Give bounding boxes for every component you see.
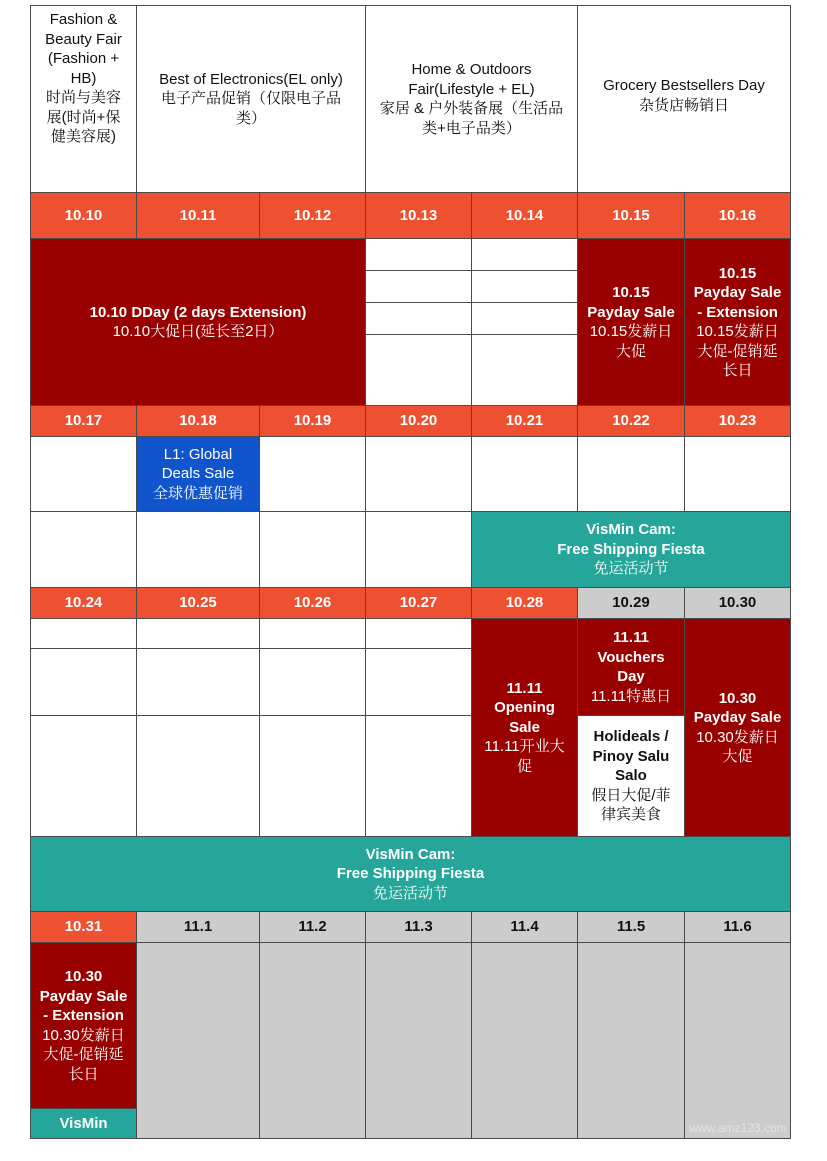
date-cell: 10.11 [136, 192, 260, 239]
empty-cell [365, 436, 472, 512]
empty-cell [136, 618, 260, 649]
empty-cell [365, 302, 472, 335]
holideals-event [577, 715, 685, 837]
empty-cell [365, 715, 472, 837]
event-text-line: 时尚与美容 [45, 89, 121, 106]
empty-cell [471, 302, 578, 335]
date-cell: 10.27 [365, 587, 472, 619]
empty-cell [259, 618, 366, 649]
date-cell: 10.10 [30, 192, 137, 239]
date-cell: 10.29 [577, 587, 685, 619]
date-cell: 10.19 [259, 405, 366, 437]
event-text-line: 10.15 [718, 264, 757, 282]
empty-cell [365, 238, 472, 271]
empty-cell [136, 648, 260, 716]
payday-1030-event [684, 618, 791, 837]
event-text-line: VisMin Cam: [365, 845, 456, 863]
empty-cell [471, 334, 578, 406]
event-text-line: 类+电子品类） [422, 119, 521, 137]
event-text-line: - Extension [43, 1007, 124, 1024]
event-text-line: 大促-促销延 [697, 342, 778, 360]
event-text-line: Day [617, 668, 645, 685]
empty-cell [577, 436, 685, 512]
date-cell: 10.24 [30, 587, 137, 619]
event-text-line: Sale [509, 718, 540, 736]
vismin-event [30, 1108, 137, 1139]
event-text-line: 10.30 [64, 968, 103, 985]
empty-cell [471, 436, 578, 512]
date-cell: 10.20 [365, 405, 472, 437]
date-cell: 10.16 [684, 192, 791, 239]
event-text-line: Payday Sale [39, 987, 128, 1005]
category-header [577, 5, 791, 193]
event-text-line: 促 [516, 757, 532, 775]
event-text-line: Payday Sale [693, 284, 782, 301]
payday-1030-extension-event [30, 942, 137, 1109]
empty-cell [30, 648, 137, 716]
event-text-line: HB) [70, 69, 97, 87]
gray-empty-cell [684, 942, 791, 1139]
empty-cell [365, 334, 472, 406]
empty-cell [259, 648, 366, 716]
empty-cell [365, 648, 472, 716]
empty-cell [136, 511, 260, 588]
gray-empty-cell [365, 942, 472, 1139]
empty-cell [471, 238, 578, 271]
watermark: www.amz123.com [689, 1121, 787, 1135]
empty-cell [259, 436, 366, 512]
event-text-line: Home & Outdoors [411, 61, 532, 78]
event-text-line: Pinoy Salu [592, 747, 670, 765]
gray-empty-cell [136, 942, 260, 1139]
event-text-line: Free Shipping Fiesta [336, 865, 485, 883]
date-cell: 11.2 [259, 911, 366, 943]
date-cell: 10.23 [684, 405, 791, 437]
event-text-line: Vouchers [597, 648, 665, 666]
empty-cell [365, 618, 472, 649]
event-text-line: 10.30 [718, 689, 757, 707]
category-header [365, 5, 578, 193]
date-cell: 11.1 [136, 911, 260, 943]
event-text-line: 电子产品促销（仅限电子品 [160, 90, 341, 108]
event-text-line: 11.11开业大 [484, 738, 565, 756]
date-cell: 10.28 [471, 587, 578, 619]
date-cell: 10.15 [577, 192, 685, 239]
event-text-line: Holideals / [593, 728, 669, 746]
event-text-line: Grocery Bestsellers Day [603, 77, 765, 94]
date-cell: 10.17 [30, 405, 137, 437]
event-text-line: 10.30发薪日 [42, 1026, 125, 1044]
date-cell: 11.4 [471, 911, 578, 943]
event-text-line: Salo [615, 767, 647, 785]
category-header [30, 5, 137, 193]
date-cell: 10.25 [136, 587, 260, 619]
date-cell: 10.26 [259, 587, 366, 619]
event-text-line: 长日 [722, 362, 753, 379]
date-cell: 11.6 [684, 911, 791, 943]
gray-empty-cell [259, 942, 366, 1139]
event-text-line: Beauty Fair [45, 30, 122, 48]
gray-empty-cell [577, 942, 685, 1139]
event-text-line: 10.10大促日(延长至2日） [112, 323, 284, 340]
event-text-line: Payday Sale [693, 709, 782, 726]
date-cell: 10.12 [259, 192, 366, 239]
event-text-line: 健美容展) [51, 128, 116, 145]
event-text-line: 大促 [722, 748, 753, 765]
event-text-line: 11.11 [613, 629, 649, 646]
date-cell: 10.14 [471, 192, 578, 239]
event-text-line: VisMin [59, 1114, 108, 1132]
event-text-line: 假日大促/菲 [591, 786, 671, 804]
event-text-line: 免运活动节 [372, 884, 448, 902]
dday-event [30, 238, 366, 406]
event-text-line: 10.30发薪日 [696, 728, 779, 746]
empty-cell [259, 715, 366, 837]
payday-1015-event [577, 238, 685, 406]
empty-cell [30, 618, 137, 649]
empty-cell [365, 270, 472, 303]
event-text-line: 10.10 DDay (2 days Extension) [89, 303, 307, 321]
date-cell: 11.3 [365, 911, 472, 943]
event-text-line: 全球优惠促销 [152, 484, 243, 502]
event-text-line: Fair(Lifestyle + EL) [408, 80, 535, 98]
global-deals-event [136, 436, 260, 512]
date-cell: 11.5 [577, 911, 685, 943]
event-text-line: 展(时尚+保 [46, 108, 121, 126]
vouchers-1111-event [577, 618, 685, 716]
vismin-free-shipping-event [471, 511, 791, 588]
empty-cell [30, 715, 137, 837]
category-header [136, 5, 366, 193]
event-text-line: Deals Sale [161, 465, 235, 483]
event-text-line: 长日 [68, 1065, 99, 1083]
event-text-line: 10.15 [612, 284, 650, 301]
empty-cell [684, 436, 791, 512]
date-cell: 10.18 [136, 405, 260, 437]
event-text-line: 11.11特惠日 [590, 687, 672, 705]
event-text-line: Fashion & [49, 11, 118, 28]
event-text-line: Best of Electronics(EL only) [159, 70, 343, 88]
empty-cell [365, 511, 472, 588]
vismin-free-shipping-event [30, 836, 791, 912]
event-text-line: 杂货店畅销日 [638, 96, 729, 114]
event-text-line: 大促 [615, 342, 646, 360]
empty-cell [136, 715, 260, 837]
event-text-line: 律宾美食 [600, 806, 661, 824]
event-text-line: Opening [494, 699, 555, 717]
gray-empty-cell [471, 942, 578, 1139]
date-cell: 10.22 [577, 405, 685, 437]
event-text-line: 11.11 [506, 679, 543, 697]
event-text-line: L1: Global [163, 445, 233, 463]
date-cell: 10.30 [684, 587, 791, 619]
date-cell: 10.13 [365, 192, 472, 239]
opening-1111-event [471, 618, 578, 837]
event-text-line: 大促-促销延 [43, 1046, 124, 1063]
event-text-line: 10.15发薪日 [589, 323, 673, 340]
empty-cell [30, 436, 137, 512]
event-text-line: 10.15发薪日 [696, 323, 779, 340]
event-text-line: (Fashion + [47, 50, 120, 67]
event-text-line: 家居 & 户外装备展（生活品 [379, 100, 564, 117]
event-text-line: 类） [235, 109, 266, 127]
date-cell: 10.21 [471, 405, 578, 437]
event-text-line: 免运活动节 [593, 560, 669, 578]
event-text-line: Payday Sale [587, 303, 675, 321]
event-text-line: - Extension [697, 303, 778, 321]
payday-1015-extension-event [684, 238, 791, 406]
empty-cell [30, 511, 137, 588]
empty-cell [471, 270, 578, 303]
date-cell: 10.31 [30, 911, 137, 943]
empty-cell [259, 511, 366, 588]
event-text-line: Free Shipping Fiesta [557, 540, 705, 558]
event-text-line: VisMin Cam: [586, 521, 676, 539]
